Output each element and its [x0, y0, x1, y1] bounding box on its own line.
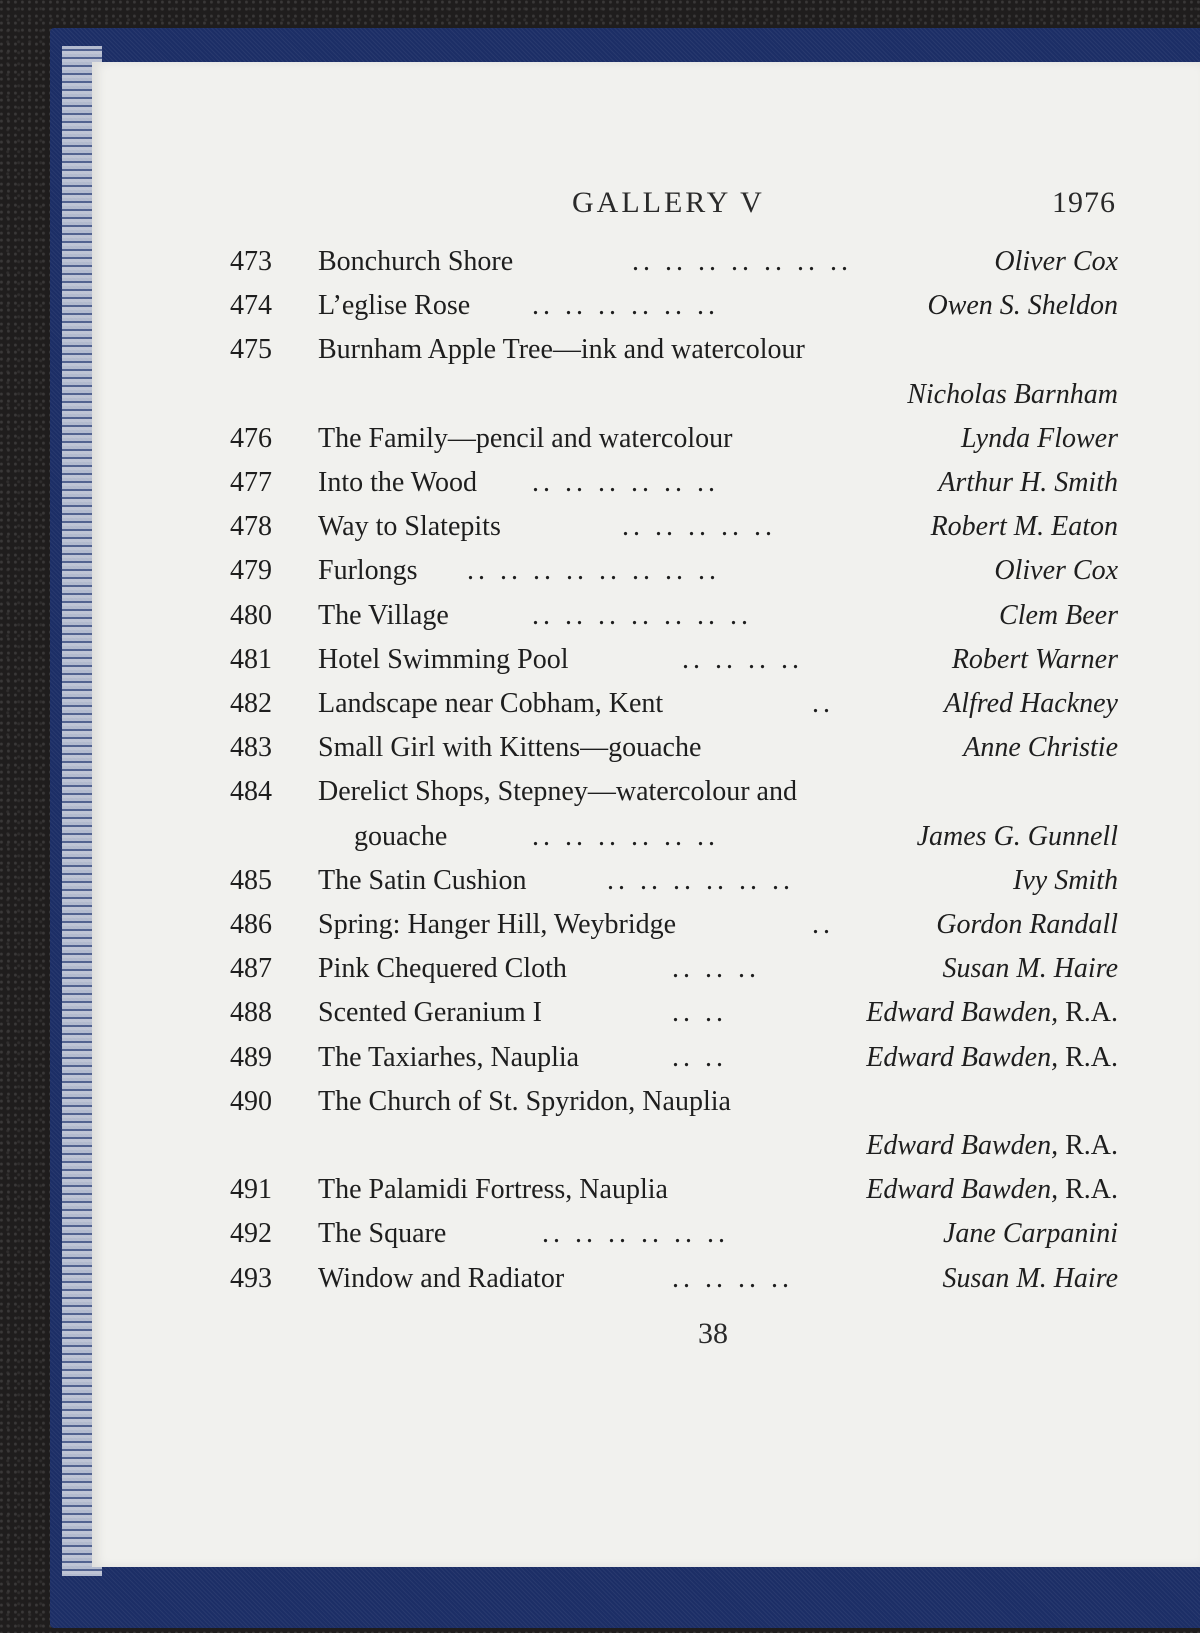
leader-dots: .. .. .. .. ..: [622, 511, 776, 543]
artist-name: Clem Beer: [999, 599, 1118, 631]
leader-dots: .. ..: [672, 997, 727, 1029]
leader-dots: .. .. .. .. .. ..: [607, 864, 794, 896]
entry-title-text: Into the Wood: [318, 467, 477, 498]
entry-title-text: gouache: [354, 820, 448, 852]
entry-number: 490: [230, 1085, 272, 1117]
entry-number: 491: [230, 1174, 272, 1206]
entry-title-text: Bonchurch Shore: [318, 246, 514, 277]
entry-number: 488: [230, 997, 272, 1029]
entry-title-text: Pink Chequered Cloth: [318, 953, 567, 985]
artist-name: Robert Warner: [951, 643, 1118, 675]
entry-title-text: The Palamidi Fortress, Nauplia: [318, 1174, 668, 1206]
entry-title: [318, 511, 501, 543]
entry-title-text: L’eglise Rose: [318, 290, 471, 322]
entry-title-text: The Church of St. Spyridon, Nauplia: [318, 1085, 731, 1117]
leader-dots: .. .. .. ..: [672, 1262, 793, 1294]
entry-number: 475: [230, 334, 272, 366]
artist-name: Lynda Flower: [960, 422, 1118, 454]
entry-number: 484: [230, 776, 272, 808]
entry-title: [318, 776, 797, 808]
artist-name: Arthur H. Smith: [938, 467, 1118, 498]
entry-artist: [994, 555, 1118, 587]
catalogue-entry: [92, 1174, 1200, 1218]
entry-title-text: Scented Geranium I: [318, 997, 542, 1029]
entry-title: [318, 246, 513, 278]
entry-title: [354, 821, 447, 853]
leader-dots: ..: [812, 688, 834, 719]
artist-name: Oliver Cox: [994, 246, 1118, 277]
entry-title: [318, 953, 567, 985]
artist-name: Robert M. Eaton: [930, 511, 1118, 543]
year-heading: 1976: [1052, 186, 1116, 219]
entry-number: 481: [230, 643, 272, 675]
catalogue-entry: [92, 821, 1200, 865]
entry-artist: [1013, 865, 1118, 897]
entry-title: [318, 688, 663, 720]
catalogue-entry: [92, 467, 1200, 511]
entry-number: 492: [230, 1218, 272, 1250]
leader-dots: ..: [812, 909, 834, 940]
artist-name: Ivy Smith: [1013, 864, 1118, 896]
catalogue-entry: [92, 732, 1200, 776]
entry-title-text: Window and Radiator: [318, 1262, 565, 1294]
entry-title: [318, 600, 449, 632]
entry-title: [318, 865, 526, 897]
entry-artist: [866, 1174, 1118, 1206]
artist-name: Edward Bawden,: [866, 1041, 1059, 1073]
entry-artist: [938, 467, 1118, 499]
entry-title-text: Way to Slatepits: [318, 511, 501, 543]
catalogue-entry: [92, 909, 1200, 953]
entry-artist: [999, 600, 1118, 632]
entry-title-text: Landscape near Cobham, Kent: [318, 688, 664, 719]
entry-title: [318, 1174, 668, 1206]
entry-title: [318, 290, 470, 322]
artist-name: Owen S. Sheldon: [927, 290, 1118, 322]
catalogue-entry: [92, 555, 1200, 599]
entry-title-text: The Satin Cushion: [318, 864, 527, 896]
entry-title-text: Burnham Apple Tree: [318, 334, 553, 366]
page-number: 38: [698, 1317, 728, 1350]
entry-medium: —pencil and watercolour: [447, 422, 733, 454]
entry-artist: [866, 1130, 1118, 1162]
entry-artist: [927, 290, 1118, 322]
entry-title-text: The Square: [318, 1218, 447, 1250]
entry-number: 486: [230, 909, 272, 940]
entry-title-text: The Village: [318, 599, 449, 631]
entry-number: 493: [230, 1262, 272, 1294]
entry-title: [318, 467, 477, 499]
artist-name: James G. Gunnell: [916, 820, 1118, 852]
catalogue-entry: [92, 1086, 1200, 1130]
leader-dots: .. .. .. .. .. .. .. ..: [467, 555, 720, 587]
leader-dots: .. .. .. .. .. .. ..: [532, 599, 752, 631]
entry-title: [318, 1042, 579, 1074]
entry-number: 482: [230, 688, 272, 719]
catalogue-entry: [92, 865, 1200, 909]
entry-artist: [942, 953, 1118, 985]
leader-dots: .. .. .. .. .. ..: [542, 1218, 729, 1250]
artist-name: Anne Christie: [963, 732, 1118, 764]
catalogue-entry: [92, 953, 1200, 997]
leader-dots: .. .. .. .. .. ..: [532, 467, 719, 498]
entry-number: 487: [230, 953, 272, 985]
entry-medium: —gouache: [580, 732, 702, 764]
entry-number: 479: [230, 555, 272, 587]
entry-number: 485: [230, 864, 272, 896]
entry-artist: [963, 732, 1118, 764]
artist-name: Jane Carpanini: [943, 1218, 1118, 1250]
entry-medium: —ink and watercolour: [552, 334, 805, 366]
entry-title: [318, 334, 805, 366]
leader-dots: .. ..: [672, 1041, 727, 1073]
artist-name: Edward Bawden,: [866, 1174, 1059, 1206]
artist-name: Nicholas Barnham: [907, 378, 1118, 410]
entry-number: 489: [230, 1041, 272, 1073]
artist-name: Susan M. Haire: [942, 1262, 1118, 1294]
entry-title: [318, 1086, 731, 1118]
catalogue-entry: [92, 423, 1200, 467]
entry-title: [318, 732, 701, 764]
entry-artist: [866, 997, 1118, 1029]
entry-title-text: Small Girl with Kittens: [318, 732, 581, 764]
entry-title: [318, 1218, 446, 1250]
entry-artist: [931, 511, 1118, 543]
entry-number: 474: [230, 290, 272, 322]
artist-name: Susan M. Haire: [942, 953, 1118, 985]
entry-artist: [952, 644, 1118, 676]
entry-title-text: The Taxiarhes, Nauplia: [318, 1041, 580, 1073]
catalogue-entry: [92, 600, 1200, 644]
leader-dots: .. .. .. .. .. ..: [532, 820, 719, 852]
entry-title-text: The Family: [318, 422, 448, 454]
artist-suffix: R.A.: [1058, 997, 1118, 1029]
entry-number: 478: [230, 511, 272, 543]
entry-artist: [907, 379, 1118, 411]
artist-name: Edward Bawden,: [866, 997, 1059, 1029]
artist-name: Oliver Cox: [994, 555, 1118, 587]
entry-title: [318, 644, 568, 676]
entry-number: 476: [230, 422, 272, 454]
artist-suffix: R.A.: [1058, 1041, 1118, 1073]
catalogue-entry: [92, 644, 1200, 688]
entry-title-text: Spring: Hanger Hill, Weybridge: [318, 909, 677, 940]
catalogue-page: [92, 62, 1200, 1567]
entry-medium: —watercolour and: [587, 776, 797, 808]
catalogue-entry: [92, 379, 1200, 423]
entry-title-text: Furlongs: [318, 555, 418, 587]
entry-number: 473: [230, 246, 272, 277]
entry-number: 480: [230, 599, 272, 631]
catalogue-entry: [92, 688, 1200, 732]
artist-name: Gordon Randall: [936, 909, 1118, 940]
entry-title: [318, 423, 732, 455]
catalogue-entry: [92, 1042, 1200, 1086]
catalogue-entry: [92, 997, 1200, 1041]
artist-name: Edward Bawden,: [866, 1130, 1059, 1161]
entry-artist: [961, 423, 1118, 455]
leader-dots: .. .. .. ..: [682, 643, 803, 675]
catalogue-entry: [92, 334, 1200, 378]
artist-suffix: R.A.: [1058, 1130, 1118, 1161]
entry-title-text: Hotel Swimming Pool: [318, 643, 569, 675]
entry-artist: [866, 1042, 1118, 1074]
entry-title-text: Derelict Shops, Stepney: [318, 776, 588, 808]
catalogue-entry: [92, 1263, 1200, 1307]
section-heading: GALLERY V: [572, 186, 765, 219]
entry-artist: [936, 909, 1118, 941]
entry-artist: [943, 1218, 1118, 1250]
catalogue-entry: [92, 1218, 1200, 1262]
artist-suffix: R.A.: [1058, 1174, 1118, 1206]
entry-title: [318, 997, 542, 1029]
leader-dots: .. .. .. .. .. ..: [532, 290, 719, 322]
artist-name: Alfred Hackney: [944, 688, 1118, 719]
entry-artist: [994, 246, 1118, 278]
entry-title: [318, 1263, 564, 1295]
entry-title: [318, 555, 418, 587]
leader-dots: .. .. .. .. .. .. ..: [632, 246, 852, 277]
catalogue-entry: [92, 776, 1200, 820]
catalogue-entry: [92, 246, 1200, 290]
catalogue-entry: [92, 511, 1200, 555]
entry-number: 477: [230, 467, 272, 498]
entry-title: [318, 909, 676, 941]
leader-dots: .. .. ..: [672, 953, 760, 985]
entry-artist: [944, 688, 1118, 720]
catalogue-entry: [92, 290, 1200, 334]
entry-number: 483: [230, 732, 272, 764]
entry-artist: [917, 821, 1118, 853]
catalogue-entry: [92, 1130, 1200, 1174]
entry-artist: [942, 1263, 1118, 1295]
